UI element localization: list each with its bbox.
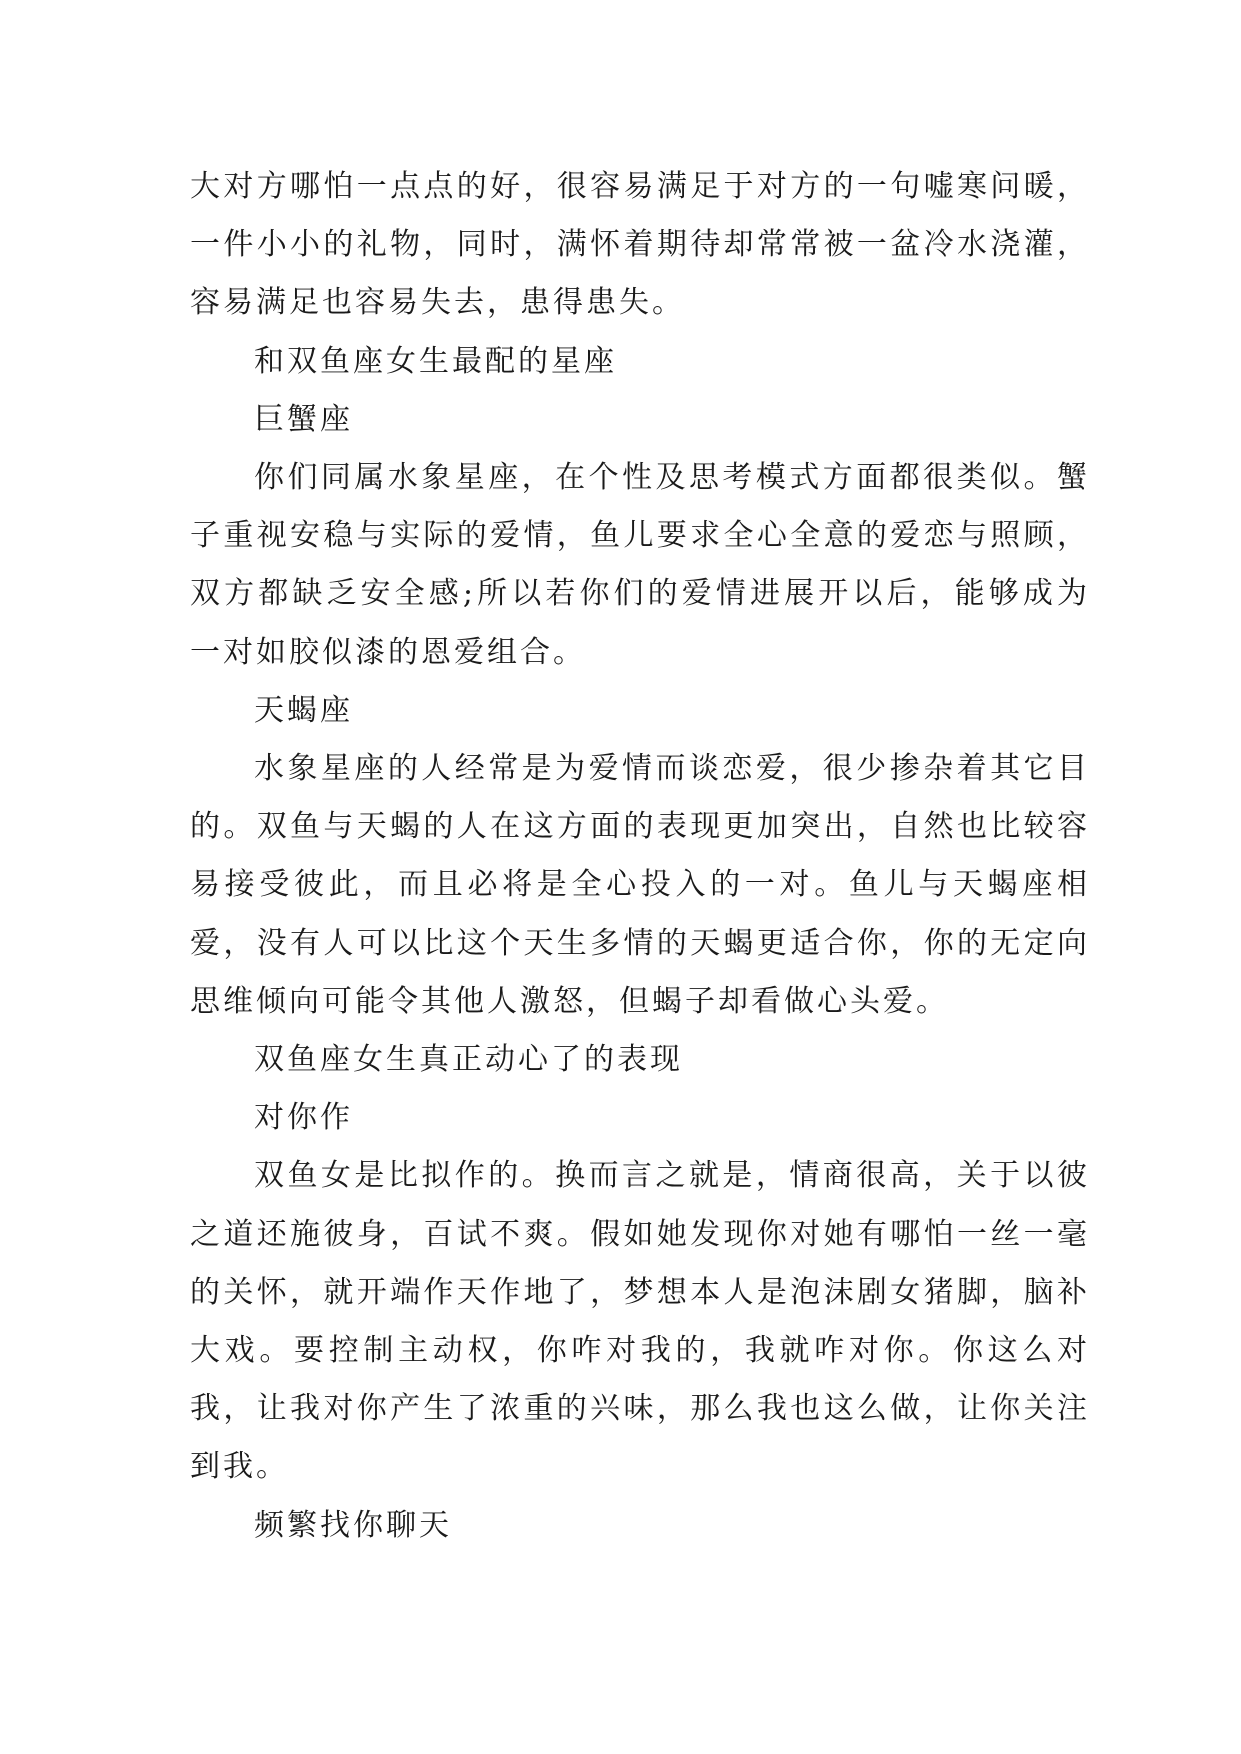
document-page: [190, 158, 1090, 1555]
heading-chat: 频繁找你聊天: [254, 1507, 452, 1543]
paragraph-cancer: 你们同属水象星座，在个性及思考模式方面都很类似。蟹子重视安稳与实际的爱情，鱼儿要求全心全意的爱恋与照顾，双方都缺乏安全感;所以若你们的爱情进展开以后，能够成为一对如胶似漆的恩爱组合。: [190, 460, 1090, 670]
paragraph-act-up: 双鱼女是比拟作的。换而言之就是，情商很高，关于以彼之道还施彼身，百试不爽。假如她发现你对她有哪怕一丝一毫的关怀，就开端作天作地了，梦想本人是泡沫剧女猪脚，脑补大戏。要控制主动权，你咋对我的，我就咋对你。你这么对我，让我对你产生了浓重的兴味，那么我也这么做，让你关注到我。: [190, 1158, 1090, 1485]
heading-signs: 双鱼座女生真正动心了的表现: [254, 1042, 683, 1078]
paragraph-1: 大对方哪怕一点点的好，很容易满足于对方的一句嘘寒问暖，一件小小的礼物，同时，满怀着期待却常常被一盆冷水浇灌，容易满足也容易失去，患得患失。: [190, 169, 1090, 321]
paragraph-scorpio: 水象星座的人经常是为爱情而谈恋爱，很少掺杂着其它目的。双鱼与天蝎的人在这方面的表现更加突出，自然也比较容易接受彼此，而且必将是全心投入的一对。鱼儿与天蝎座相爱，没有人可以比这个天生多情的天蝎更适合你，你的无定向思维倾向可能令其他人激怒，但蝎子却看做心头爱。: [190, 751, 1090, 1019]
heading-best-match: 和双鱼座女生最配的星座: [254, 343, 617, 379]
heading-act-up: 对你作: [254, 1100, 353, 1136]
heading-scorpio: 天蝎座: [254, 692, 353, 728]
heading-cancer: 巨蟹座: [254, 401, 353, 437]
